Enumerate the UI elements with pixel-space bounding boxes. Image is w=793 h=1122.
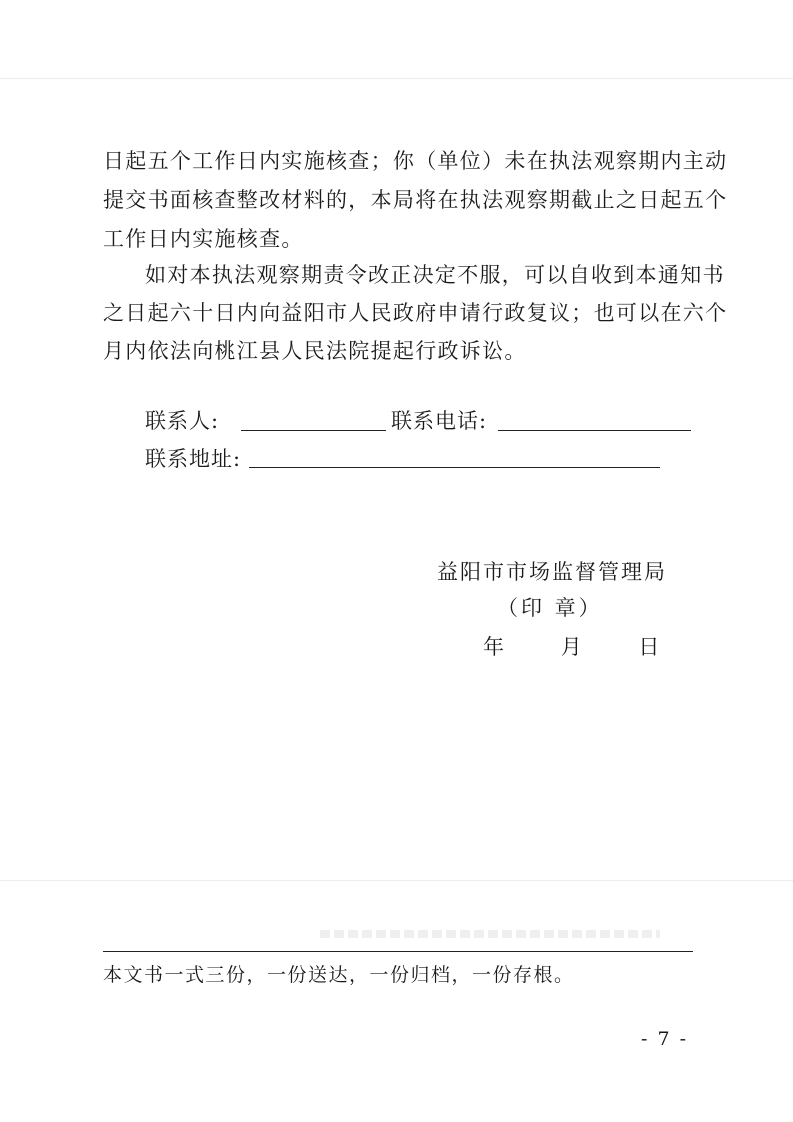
paragraph-1-line-1: 日起五个工作日内实施核查；你（单位）未在执法观察期内主动: [103, 149, 728, 173]
contact-person-field[interactable]: [241, 430, 386, 431]
issuing-authority: 益阳市市场监督管理局: [437, 560, 667, 584]
contact-phone-label: 联系电话:: [391, 409, 488, 433]
footer-divider: [103, 951, 693, 952]
contact-address-label: 联系地址:: [145, 447, 242, 471]
issue-date: 年 月 日: [483, 635, 666, 659]
paragraph-2-line-3: 月内依法向桃江县人民法院提起行政诉讼。: [103, 339, 527, 363]
paragraph-1-line-2: 提交书面核查整改材料的，本局将在执法观察期截止之日起五个: [103, 188, 728, 212]
paragraph-2-line-1: 如对本执法观察期责令改正决定不服，可以自收到本通知书: [145, 263, 725, 287]
contact-address-field[interactable]: [249, 467, 660, 468]
scan-artifact-line: [0, 78, 793, 79]
contact-person-label: 联系人:: [145, 409, 220, 433]
paragraph-1-line-3: 工作日内实施核查。: [103, 227, 304, 251]
paragraph-2-line-2: 之日起六十日内向益阳市人民政府申请行政复议；也可以在六个: [103, 301, 728, 325]
bleed-through-text: [320, 930, 660, 938]
contact-phone-field[interactable]: [498, 430, 691, 431]
page-number: - 7 -: [641, 1028, 689, 1050]
official-seal-placeholder: （印 章）: [497, 596, 603, 620]
scan-artifact-line: [0, 880, 793, 881]
copies-note: 本文书一式三份，一份送达，一份归档，一份存根。: [103, 964, 575, 986]
